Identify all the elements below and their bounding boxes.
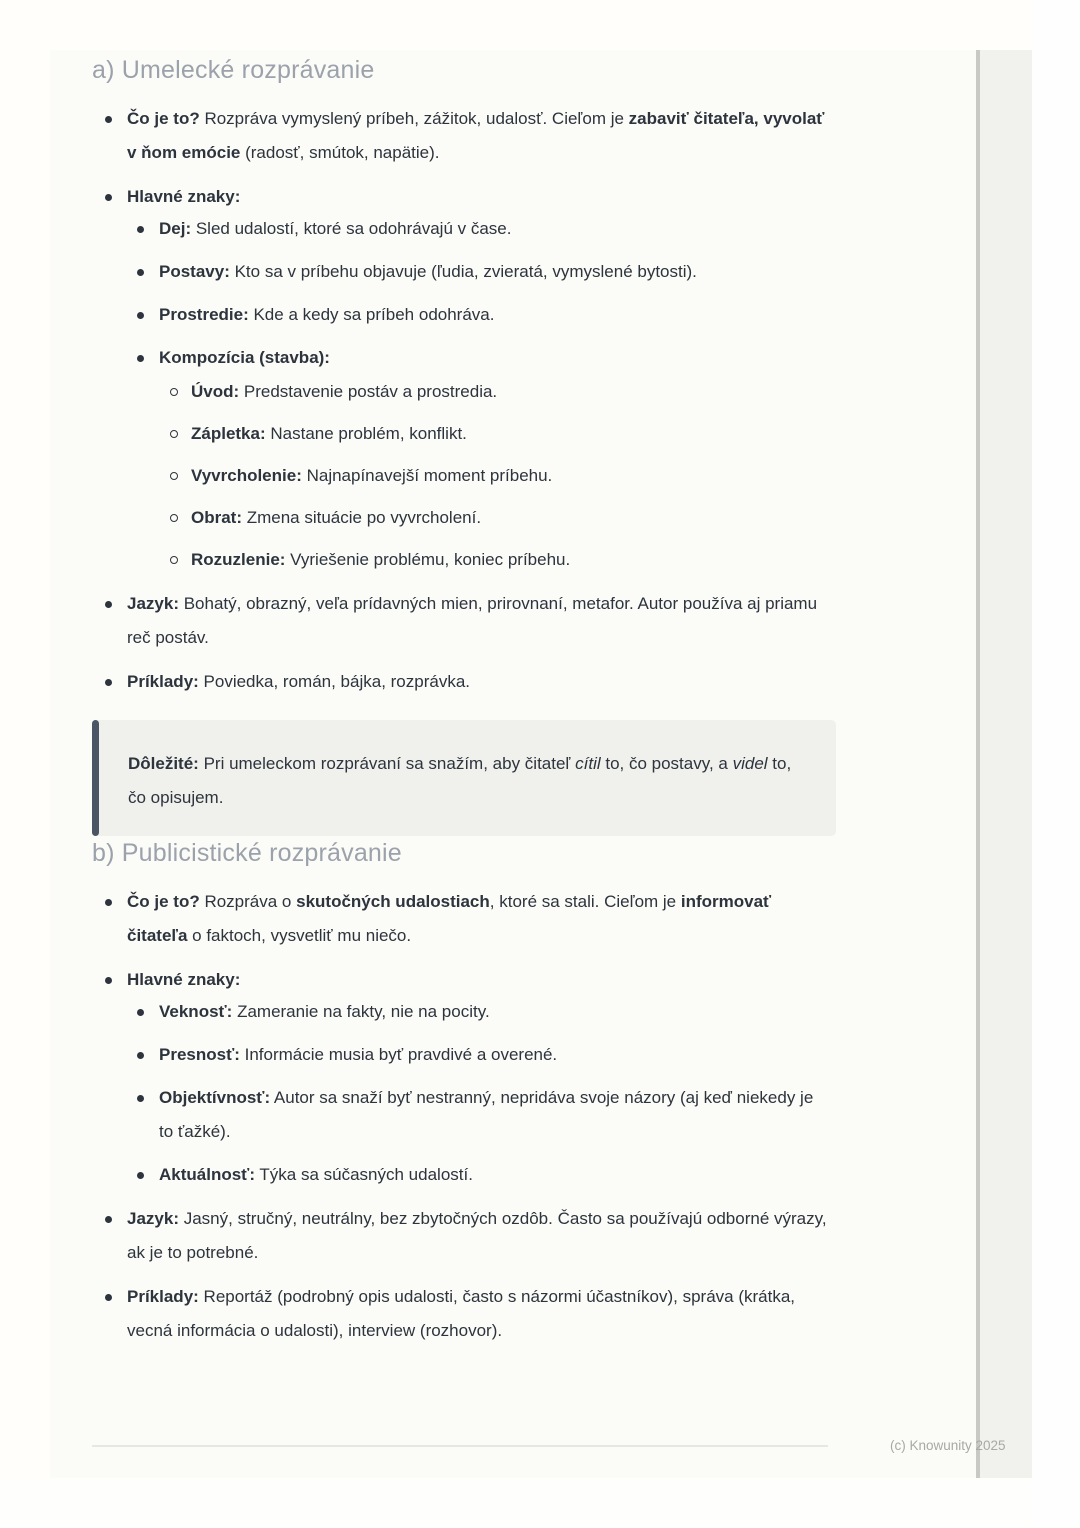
section-a-list	[105, 102, 832, 699]
bullet-dot-icon	[105, 899, 112, 906]
list-item-co-je-to	[105, 102, 832, 170]
app-background-right	[1032, 0, 1080, 1528]
list-item-text: Zápletka: Nastane problém, konflikt.	[191, 424, 467, 443]
important-callout	[92, 720, 836, 836]
list-item-obrat	[169, 501, 832, 535]
list-item-postavy	[137, 255, 832, 289]
list-item-text: Presnosť: Informácie musia byť pravdivé a overené.	[159, 1045, 558, 1064]
list-item-vyvrcholenie	[169, 459, 832, 493]
bullet-dot-icon	[137, 1095, 144, 1102]
section-b-sublist	[137, 995, 832, 1192]
section-a-heading: a) Umelecké rozprávanie	[92, 56, 375, 84]
bullet-circle-icon	[170, 556, 178, 564]
page-content	[50, 50, 832, 1348]
app-background-bottom	[0, 1478, 1032, 1528]
bullet-dot-icon	[105, 194, 112, 201]
list-item-jazyk	[105, 1202, 832, 1270]
bullet-dot-icon	[137, 1172, 144, 1179]
list-item-text: Kompozícia (stavba):	[159, 348, 330, 367]
list-item-presnost	[137, 1038, 832, 1072]
section-a-sublist	[137, 212, 832, 577]
bullet-circle-icon	[170, 430, 178, 438]
bullet-dot-icon	[137, 226, 144, 233]
bullet-dot-icon	[137, 269, 144, 276]
bullet-circle-icon	[170, 514, 178, 522]
callout-accent-bar	[92, 720, 99, 836]
bullet-circle-icon	[170, 388, 178, 396]
list-item-text: Čo je to? Rozpráva vymyslený príbeh, zážitok, udalosť. Cieľom je zabaviť čitateľa, vyvolať v ňom emócie (radosť, smútok, napätie).	[127, 109, 825, 162]
list-item-text: Prostredie: Kde a kedy sa príbeh odohráva.	[159, 305, 495, 324]
bullet-dot-icon	[105, 679, 112, 686]
list-item-text: Veknosť: Zameranie na fakty, nie na pocity.	[159, 1002, 490, 1021]
list-item-uvod	[169, 375, 832, 409]
list-item-text: Príklady: Reportáž (podrobný opis udalosti, často s názormi účastníkov), správa (krátka, vecná informácia o udalosti), interview (rozhovor).	[127, 1287, 796, 1340]
list-item-text: Úvod: Predstavenie postáv a prostredia.	[191, 382, 498, 401]
bullet-circle-icon	[170, 472, 178, 480]
kompozicia-sublist	[169, 375, 832, 577]
list-item-text: Vyvrcholenie: Najnapínavejší moment príbehu.	[191, 466, 553, 485]
list-item-zapletka	[169, 417, 832, 451]
list-item-text: Hlavné znaky:	[127, 187, 241, 206]
list-item-text: Hlavné znaky:	[127, 970, 241, 989]
footer-divider	[92, 1445, 828, 1447]
copyright-text: (c) Knowunity 2025	[890, 1438, 1006, 1453]
list-item-dej	[137, 212, 832, 246]
list-item-jazyk	[105, 587, 832, 655]
list-item-text: Jazyk: Jasný, stručný, neutrálny, bez zbytočných ozdôb. Často sa používajú odborné výrazy, ak je to potrebné.	[127, 1209, 827, 1262]
list-item-priklady	[105, 665, 832, 699]
list-item-text: Čo je to? Rozpráva o skutočných udalostiach, ktoré sa stali. Cieľom je informovať čitateľa o faktoch, vysvetliť mu niečo.	[127, 892, 772, 945]
list-item-hlavne-znaky	[105, 180, 832, 577]
list-item-text: Dej: Sled udalostí, ktoré sa odohrávajú v čase.	[159, 219, 512, 238]
section-b-list	[105, 885, 832, 1348]
list-item-hlavne-znaky	[105, 963, 832, 1192]
list-item-text: Obrat: Zmena situácie po vyvrcholení.	[191, 508, 482, 527]
bullet-dot-icon	[105, 1294, 112, 1301]
next-page-edge	[980, 50, 1032, 1478]
list-item-text: Jazyk: Bohatý, obrazný, veľa prídavných mien, prirovnaní, metafor. Autor používa aj priamu reč postáv.	[127, 594, 818, 647]
document-page	[50, 50, 1006, 1478]
list-item-rozuzlenie	[169, 543, 832, 577]
list-item-aktualnost	[137, 1158, 832, 1192]
list-item-text: Príklady: Poviedka, román, bájka, rozprávka.	[127, 672, 470, 691]
list-item-priklady	[105, 1280, 832, 1348]
bullet-dot-icon	[105, 977, 112, 984]
list-item-text: Aktuálnosť: Týka sa súčasných udalostí.	[159, 1165, 473, 1184]
section-b-heading: b) Publicistické rozprávanie	[92, 839, 402, 867]
callout-text: Dôležité: Pri umeleckom rozprávaní sa snažím, aby čitateľ cítil to, čo postavy, a videl to, čo opisujem.	[128, 754, 792, 807]
list-item-objektivnost	[137, 1081, 832, 1149]
bullet-dot-icon	[105, 116, 112, 123]
list-item-vecnost	[137, 995, 832, 1029]
list-item-text: Postavy: Kto sa v príbehu objavuje (ľudia, zvieratá, vymyslené bytosti).	[159, 262, 697, 281]
list-item-co-je-to	[105, 885, 832, 953]
bullet-dot-icon	[137, 1009, 144, 1016]
bullet-dot-icon	[137, 1052, 144, 1059]
bullet-dot-icon	[137, 355, 144, 362]
list-item-text: Objektívnosť: Autor sa snaží byť nestranný, nepridáva svoje názory (aj keď niekedy je to ťažké).	[159, 1088, 814, 1141]
list-item-prostredie	[137, 298, 832, 332]
list-item-text: Rozuzlenie: Vyriešenie problému, koniec príbehu.	[191, 550, 571, 569]
bullet-dot-icon	[105, 1216, 112, 1223]
bullet-dot-icon	[137, 312, 144, 319]
page-right-edge-line	[976, 50, 980, 1478]
list-item-kompozicia	[137, 341, 832, 577]
bullet-dot-icon	[105, 601, 112, 608]
